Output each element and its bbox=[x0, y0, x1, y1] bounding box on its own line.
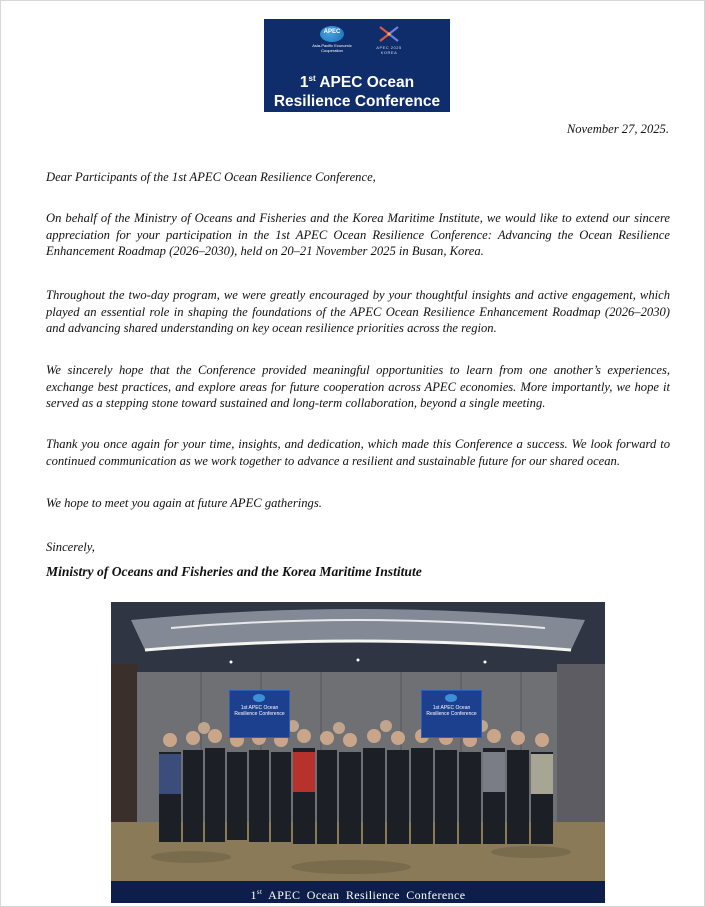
paragraph-meet-again: We hope to meet you again at future APEC gatherings. bbox=[46, 496, 322, 510]
apec-logo bbox=[320, 26, 344, 42]
stand-banner-logo-icon bbox=[445, 694, 457, 702]
title-superscript: st bbox=[308, 74, 316, 83]
group-photo-scene bbox=[111, 602, 605, 903]
letter-date: November 27, 2025. bbox=[566, 122, 669, 136]
paragraph-hope: We sincerely hope that the Conference provided meaningful opportunities to learn from one another’s experiences, exchange best practices, and explore areas for future cooperation across APEC economies. More importantly, we hope it served as a stepping stone toward sustained and long-term collaboration, beyond a single meeting. bbox=[46, 363, 670, 410]
caption-number: 1 bbox=[250, 888, 257, 902]
group-photo bbox=[111, 602, 605, 903]
photo-caption bbox=[111, 881, 605, 903]
apec-korea-logo-icon bbox=[377, 24, 401, 44]
apec-logo-caption: Asia-Pacific Economic Cooperation bbox=[312, 43, 352, 53]
conference-title bbox=[264, 69, 450, 111]
stand-banner-text: 1st APEC Ocean Resilience Conference bbox=[426, 705, 477, 717]
title-number: 1 bbox=[299, 74, 309, 91]
apec-logo-text: APEC bbox=[323, 29, 341, 35]
salutation: Dear Participants of the 1st APEC Ocean Resilience Conference, bbox=[46, 170, 376, 184]
apec-korea-caption: APEC 2025 KOREA bbox=[376, 45, 402, 55]
stand-banner-right bbox=[421, 690, 482, 738]
caption-text: APEC Ocean Resilience Conference bbox=[262, 888, 466, 902]
signature: Ministry of Oceans and Fisheries and the Korea Maritime Institute bbox=[46, 564, 422, 579]
paragraph-thanks: Thank you once again for your time, insights, and dedication, which made this Conference a success. We look forward to continued communication as we work together to advance a resilient and sustainable future for our shared ocean. bbox=[46, 437, 670, 468]
stand-banner-left bbox=[229, 690, 290, 738]
title-line1: APEC Ocean bbox=[315, 74, 415, 91]
conference-header-banner bbox=[264, 19, 450, 112]
stand-banner-text: 1st APEC Ocean Resilience Conference bbox=[234, 705, 285, 717]
stand-banner-logo-icon bbox=[253, 694, 265, 702]
paragraph-appreciation: On behalf of the Ministry of Oceans and Fisheries and the Korea Maritime Institute, we would like to extend our sincere appreciation for your participation in the 1st APEC Ocean Resilience Conference: Advancing the Ocean Resilience Enhancement Roadmap (2026–2030), held on 20–21 November 2025 in Busan, Korea. bbox=[46, 211, 670, 258]
paragraph-engagement: Throughout the two-day program, we were greatly encouraged by your thoughtful insights and active engagement, which played an essential role in shaping the foundations of the APEC Ocean Resilience Enhancement Roadmap (2026–2030) and advancing shared understanding on key ocean resilience priorities across the region. bbox=[46, 288, 670, 335]
caption-superscript: st bbox=[256, 888, 263, 896]
title-line2: Resilience Conference bbox=[273, 93, 441, 110]
closing: Sincerely, bbox=[46, 540, 95, 554]
